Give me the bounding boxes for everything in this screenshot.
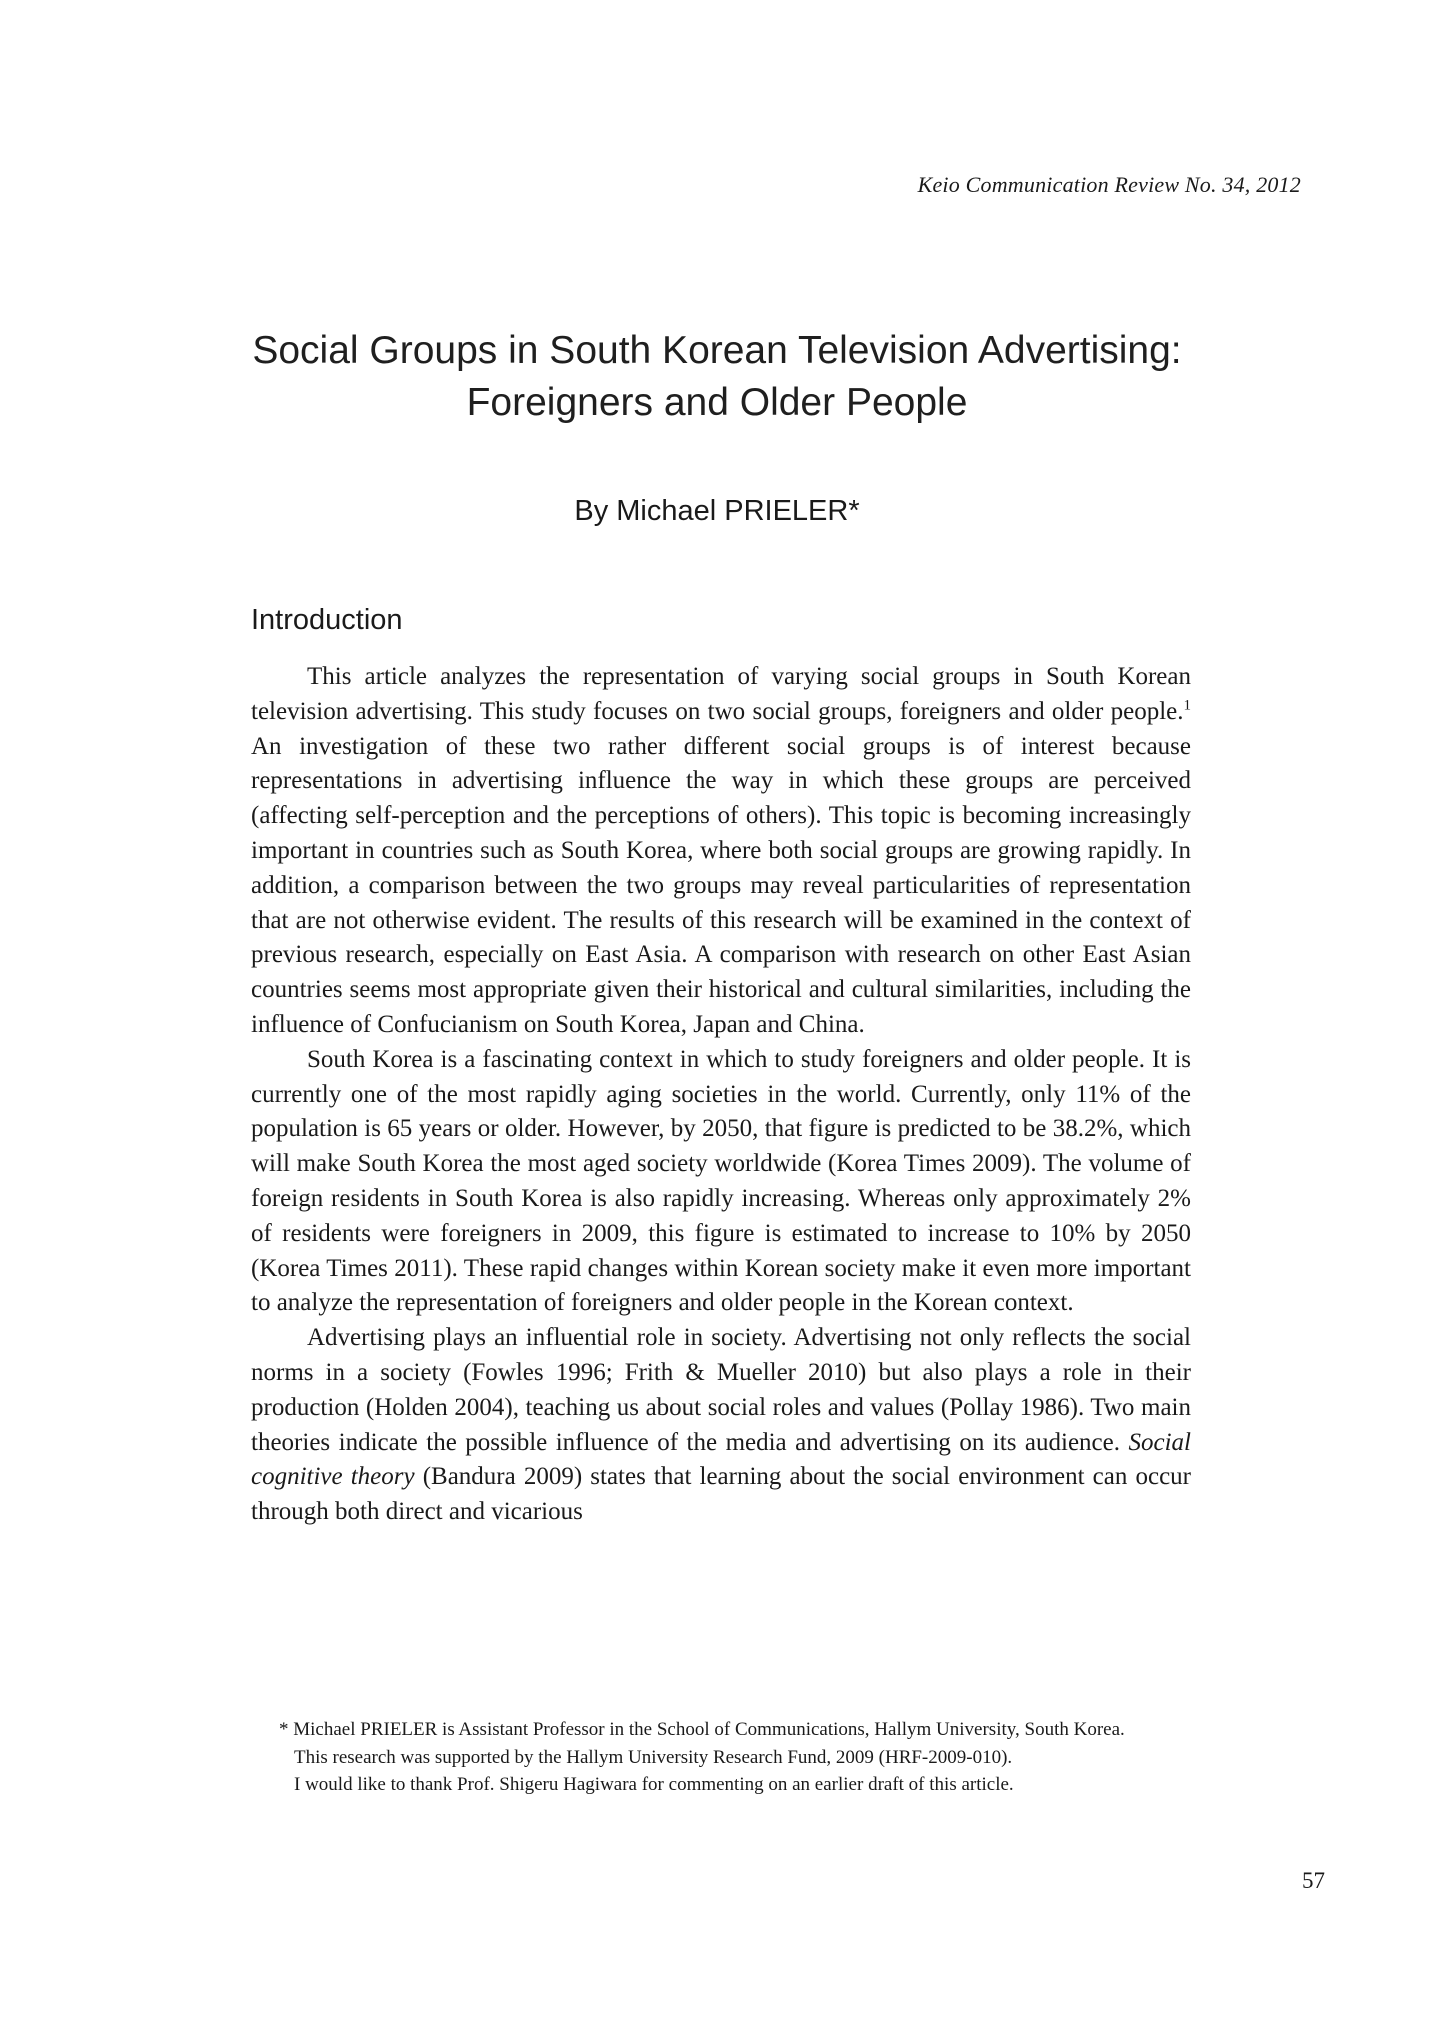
article-title-line-1: Social Groups in South Korean Television Advertising: xyxy=(252,329,1182,372)
footnotes xyxy=(279,1716,1191,1799)
footnote-reference-1: 1 xyxy=(1183,697,1191,714)
paragraph-1-text-a: This article analyzes the representation of varying social groups in South Korean television advertising. This study focuses on two social groups, foreigners and older people. xyxy=(251,663,1191,725)
paragraph-3-theory-term: Social cognitive theory xyxy=(251,1428,1191,1491)
paragraph-1-text-b: An investigation of these two rather different social groups is of interest because representations in advertising influence the way in which these groups are perceived (affecting self-perception and the perceptions of others). This topic is becoming increasingly important in countries such as South Korea, where both social groups are growing rapidly. In addition, a comparison between the two groups may reveal particularities of representation that are not otherwise evident. The results of this research will be examined in the context of previous research, especially on East Asia. A comparison with research on other East Asian countries seems most appropriate given their historical and cultural similarities, including the influence of Confucianism on South Korea, Japan and China. xyxy=(251,732,1191,1038)
author-byline: By Michael PRIELER* xyxy=(574,495,860,527)
page-number: 57 xyxy=(1302,1868,1325,1893)
article-body xyxy=(251,660,1191,1530)
paragraph-3-text-b: (Bandura 2009) states that learning about the social environment can occur through both direct and vicarious xyxy=(251,1463,1191,1526)
acknowledgement-footnote: I would like to thank Prof. Shigeru Hagiwara for commenting on an earlier draft of this article. xyxy=(294,1774,1014,1795)
body-paragraph-3 xyxy=(251,1321,1191,1530)
body-paragraph-1 xyxy=(251,660,1191,1043)
article-title-line-2: Foreigners and Older People xyxy=(466,381,968,424)
running-header: Keio Communication Review No. 34, 2012 xyxy=(917,172,1301,197)
author-footnote: * Michael PRIELER is Assistant Professor in the School of Communications, Hallym University, South Korea. xyxy=(279,1719,1125,1740)
article-title xyxy=(0,325,1434,429)
body-paragraph-2: South Korea is a fascinating context in which to study foreigners and older people. It is currently one of the most rapidly aging societies in the world. Currently, only 11% of the population is 65 years or older. However, by 2050, that figure is predicted to be 38.2%, which will make South Korea the most aged society worldwide (Korea Times 2009). The volume of foreign residents in South Korea is also rapidly increasing. Whereas only approximately 2% of residents were foreigners in 2009, this figure is estimated to increase to 10% by 2050 (Korea Times 2011). These rapid changes within Korean society make it even more important to analyze the representation of foreigners and older people in the Korean context. xyxy=(251,1045,1191,1317)
paragraph-3-text-a: Advertising plays an influential role in society. Advertising not only reflects the social norms in a society (Fowles 1996; Frith & Mueller 2010) but also plays a role in their production (Holden 2004), teaching us about social roles and values (Pollay 1986). Two main theories indicate the possible influence of the media and advertising on its audience. xyxy=(251,1324,1191,1456)
funding-footnote: This research was supported by the Hallym University Research Fund, 2009 (HRF-2009-010). xyxy=(294,1746,1013,1768)
section-heading-introduction: Introduction xyxy=(251,604,403,636)
